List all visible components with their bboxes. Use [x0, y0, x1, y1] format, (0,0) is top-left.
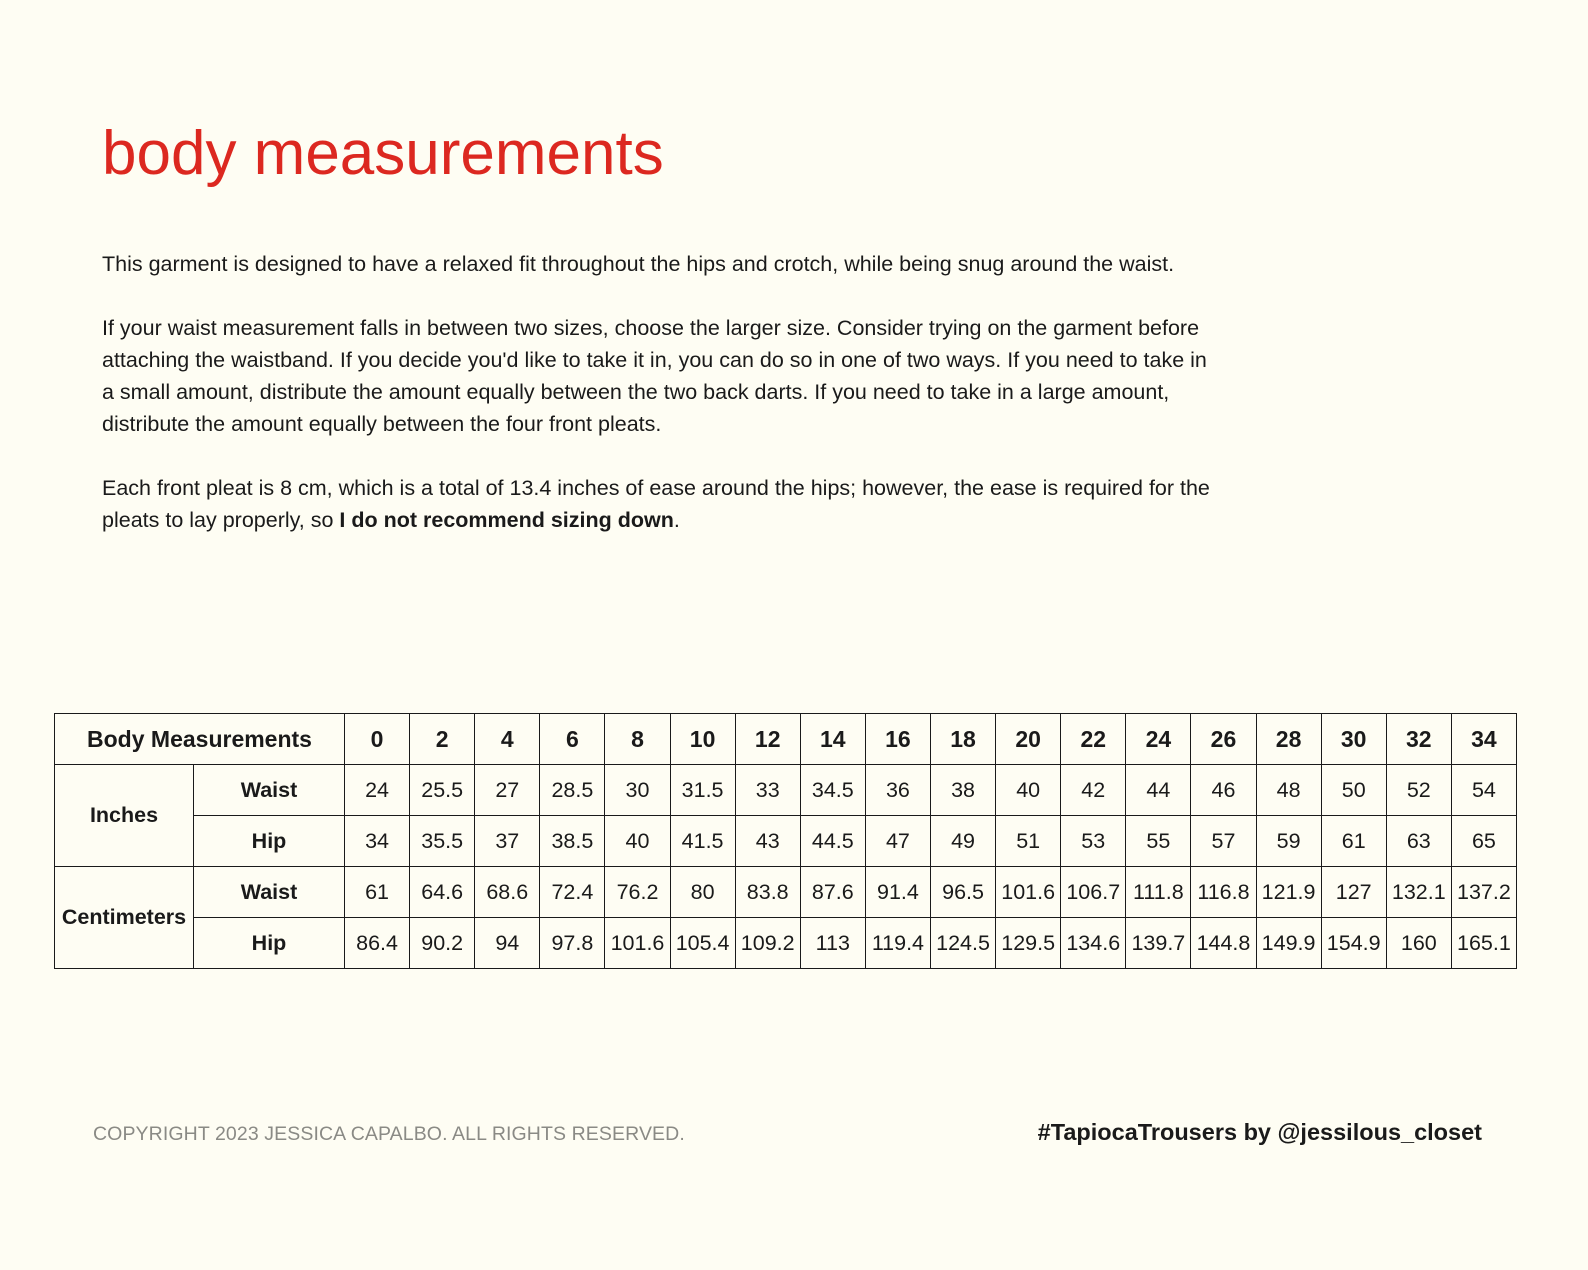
- table-cell: 90.2: [410, 918, 475, 969]
- table-cell: 121.9: [1256, 867, 1321, 918]
- table-cell: 72.4: [540, 867, 605, 918]
- table-cell: 105.4: [670, 918, 735, 969]
- table-cell: 109.2: [735, 918, 800, 969]
- table-cell: 80: [670, 867, 735, 918]
- table-cell: 25.5: [410, 765, 475, 816]
- table-cell: 27: [475, 765, 540, 816]
- table-cell: 48: [1256, 765, 1321, 816]
- paragraph-pleats-emphasis: I do not recommend sizing down: [339, 508, 674, 532]
- table-cell: 36: [865, 765, 930, 816]
- size-header: 6: [540, 714, 605, 765]
- table-cell: 86.4: [345, 918, 410, 969]
- table-cell: 68.6: [475, 867, 540, 918]
- row-label-hip: Hip: [194, 816, 345, 867]
- paragraph-fit: This garment is designed to have a relaxed fit throughout the hips and crotch, while being snug around the waist.: [102, 252, 1175, 276]
- size-header: 34: [1451, 714, 1516, 765]
- paragraph-pleats: [102, 472, 1222, 536]
- table-cell: 101.6: [996, 867, 1061, 918]
- table-cell: 106.7: [1061, 867, 1126, 918]
- page-title: body measurements: [102, 119, 664, 188]
- size-header: 0: [345, 714, 410, 765]
- table-header-row: [55, 714, 1517, 765]
- table-cell: 144.8: [1191, 918, 1256, 969]
- table-cell: 41.5: [670, 816, 735, 867]
- row-group-inches: Inches: [55, 765, 194, 867]
- table-cell: 34.5: [800, 765, 865, 816]
- table-cell: 97.8: [540, 918, 605, 969]
- table-cell: 35.5: [410, 816, 475, 867]
- table-cell: 52: [1386, 765, 1451, 816]
- table-cell: 101.6: [605, 918, 670, 969]
- table-cell: 43: [735, 816, 800, 867]
- table-cell: 31.5: [670, 765, 735, 816]
- table-cell: 149.9: [1256, 918, 1321, 969]
- table-cell: 24: [345, 765, 410, 816]
- table-cell: 44.5: [800, 816, 865, 867]
- table-cell: 64.6: [410, 867, 475, 918]
- table-row-cm-hip: [55, 918, 1517, 969]
- size-header: 8: [605, 714, 670, 765]
- table-cell: 111.8: [1126, 867, 1191, 918]
- copyright-notice: COPYRIGHT 2023 JESSICA CAPALBO. ALL RIGHTS RESERVED.: [93, 1123, 685, 1145]
- size-header: 18: [930, 714, 995, 765]
- table-cell: 160: [1386, 918, 1451, 969]
- table-cell: 76.2: [605, 867, 670, 918]
- table-cell: 40: [996, 765, 1061, 816]
- table-cell: 38: [930, 765, 995, 816]
- size-header: 10: [670, 714, 735, 765]
- table-row-inches-waist: [55, 765, 1517, 816]
- table-cell: 83.8: [735, 867, 800, 918]
- size-header: 30: [1321, 714, 1386, 765]
- table-cell: 54: [1451, 765, 1516, 816]
- intro-text: [102, 248, 1222, 568]
- table-cell: 50: [1321, 765, 1386, 816]
- size-header: 20: [996, 714, 1061, 765]
- size-chart-table: [54, 713, 1517, 969]
- table-cell: 28.5: [540, 765, 605, 816]
- table-cell: 37: [475, 816, 540, 867]
- size-header: 2: [410, 714, 475, 765]
- table-cell: 154.9: [1321, 918, 1386, 969]
- table-cell: 129.5: [996, 918, 1061, 969]
- table-row-cm-waist: [55, 867, 1517, 918]
- table-cell: 94: [475, 918, 540, 969]
- table-cell: 91.4: [865, 867, 930, 918]
- size-header: 16: [865, 714, 930, 765]
- table-cell: 116.8: [1191, 867, 1256, 918]
- paragraph-sizing: If your waist measurement falls in between two sizes, choose the larger size. Consider trying on the garment before attaching the waistband. If you decide you'd like to take it in, you can do so in one of two ways. If you need to take in a small amount, distribute the amount equally between the two back darts. If you need to take in a large amount, distribute the amount equally between the four front pleats.: [102, 316, 1207, 436]
- table-cell: 65: [1451, 816, 1516, 867]
- table-cell: 137.2: [1451, 867, 1516, 918]
- table-cell: 49: [930, 816, 995, 867]
- table-cell: 51: [996, 816, 1061, 867]
- size-header: 4: [475, 714, 540, 765]
- table-cell: 124.5: [930, 918, 995, 969]
- table-cell: 30: [605, 765, 670, 816]
- table-cell: 61: [1321, 816, 1386, 867]
- row-label-hip: Hip: [194, 918, 345, 969]
- table-cell: 119.4: [865, 918, 930, 969]
- table-cell: 46: [1191, 765, 1256, 816]
- table-cell: 134.6: [1061, 918, 1126, 969]
- hashtag-credit: #TapiocaTrousers by @jessilous_closet: [1037, 1119, 1482, 1145]
- table-cell: 63: [1386, 816, 1451, 867]
- size-header: 14: [800, 714, 865, 765]
- table-cell: 53: [1061, 816, 1126, 867]
- table-cell: 139.7: [1126, 918, 1191, 969]
- table-cell: 113: [800, 918, 865, 969]
- table-cell: 47: [865, 816, 930, 867]
- paragraph-pleats-text: Each front pleat is 8 cm, which is a total of 13.4 inches of ease around the hips; however, the ease is required for the pleats to lay properly, so: [102, 476, 1210, 532]
- row-label-waist: Waist: [194, 867, 345, 918]
- table-cell: 59: [1256, 816, 1321, 867]
- table-cell: 165.1: [1451, 918, 1516, 969]
- table-cell: 33: [735, 765, 800, 816]
- size-header: 28: [1256, 714, 1321, 765]
- size-header: 32: [1386, 714, 1451, 765]
- size-header: 22: [1061, 714, 1126, 765]
- table-row-inches-hip: [55, 816, 1517, 867]
- paragraph-pleats-end: .: [673, 508, 680, 532]
- table-cell: 38.5: [540, 816, 605, 867]
- table-cell: 42: [1061, 765, 1126, 816]
- table-header-label: Body Measurements: [55, 714, 345, 765]
- table-cell: 57: [1191, 816, 1256, 867]
- table-cell: 55: [1126, 816, 1191, 867]
- size-header: 12: [735, 714, 800, 765]
- table-cell: 132.1: [1386, 867, 1451, 918]
- table-cell: 40: [605, 816, 670, 867]
- table-cell: 34: [345, 816, 410, 867]
- table-cell: 44: [1126, 765, 1191, 816]
- size-header: 26: [1191, 714, 1256, 765]
- table-cell: 96.5: [930, 867, 995, 918]
- table-cell: 127: [1321, 867, 1386, 918]
- table-cell: 87.6: [800, 867, 865, 918]
- table-cell: 61: [345, 867, 410, 918]
- row-group-centimeters: Centimeters: [55, 867, 194, 969]
- row-label-waist: Waist: [194, 765, 345, 816]
- size-header: 24: [1126, 714, 1191, 765]
